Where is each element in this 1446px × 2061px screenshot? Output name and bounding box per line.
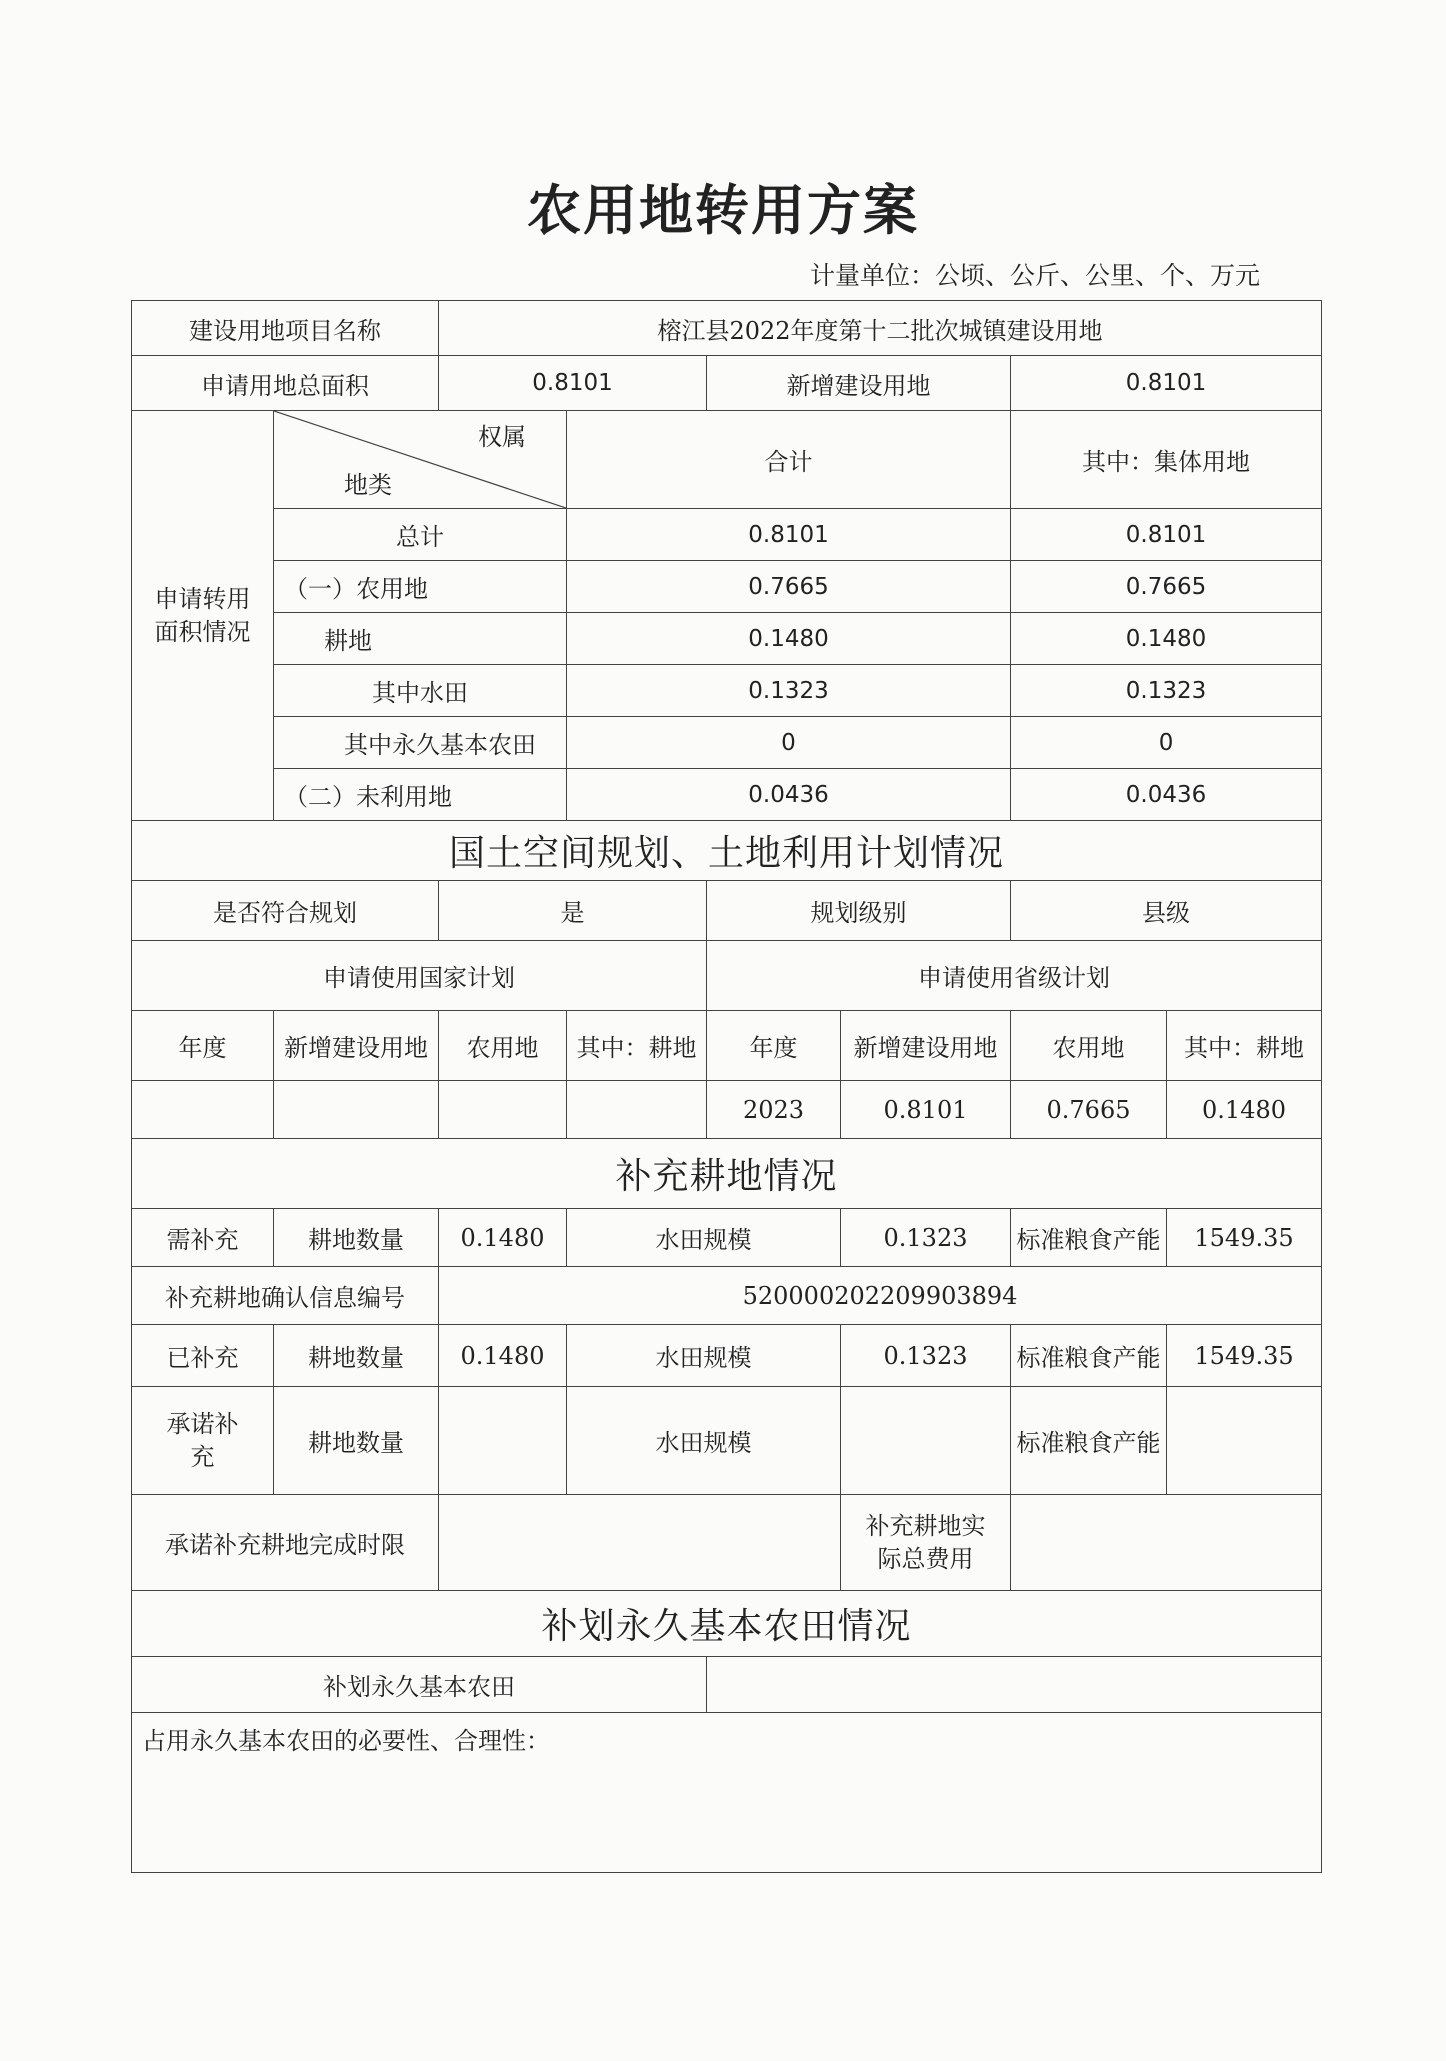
table-row — [132, 717, 1322, 769]
row-label-permanent: 其中永久基本农田 — [274, 717, 567, 769]
level-label: 规划级别 — [707, 881, 1011, 941]
provincial-plan-label: 申请使用省级计划 — [707, 941, 1322, 1011]
header-farmland: 农用地 — [1011, 1011, 1167, 1081]
row-total-value: 0.8101 — [567, 509, 1011, 561]
row-collective-value: 0.0436 — [1011, 769, 1322, 821]
provincial-new: 0.8101 — [841, 1081, 1011, 1139]
header-new-construction: 新增建设用地 — [274, 1011, 439, 1081]
diagonal-header-cell — [274, 411, 567, 509]
provincial-farm: 0.7665 — [1011, 1081, 1167, 1139]
total-area-value: 0.8101 — [439, 356, 707, 411]
table-row — [132, 1081, 1322, 1139]
row-label-cultivated: 耕地 — [274, 613, 567, 665]
paddy-label: 水田规模 — [567, 1325, 841, 1387]
header-year: 年度 — [707, 1011, 841, 1081]
total-column-header: 合计 — [567, 411, 1011, 509]
new-construction-label: 新增建设用地 — [707, 356, 1011, 411]
necessity-note: 占用永久基本农田的必要性、合理性： — [132, 1713, 1322, 1873]
row-total-value: 0.1480 — [567, 613, 1011, 665]
row-collective-value: 0.1480 — [1011, 613, 1322, 665]
confirm-label: 补充耕地确认信息编号 — [132, 1267, 439, 1325]
supplement-section-title: 补充耕地情况 — [132, 1139, 1322, 1209]
row-label-total: 总计 — [274, 509, 567, 561]
header-farmland: 农用地 — [439, 1011, 567, 1081]
conform-value: 是 — [439, 881, 707, 941]
cost-value — [1011, 1495, 1322, 1591]
landtype-header: 地类 — [344, 471, 392, 499]
row-total-value: 0.0436 — [567, 769, 1011, 821]
table-row — [132, 665, 1322, 717]
provincial-cultivated: 0.1480 — [1167, 1081, 1322, 1139]
land-conversion-table — [131, 300, 1322, 1873]
national-farm — [439, 1081, 567, 1139]
header-new-construction: 新增建设用地 — [841, 1011, 1011, 1081]
done-qty: 0.1480 — [439, 1325, 567, 1387]
unit-note: 计量单位：公顷、公斤、公里、个、万元 — [809, 261, 1260, 290]
header-cultivated: 其中：耕地 — [567, 1011, 707, 1081]
national-new — [274, 1081, 439, 1139]
provincial-year: 2023 — [707, 1081, 841, 1139]
done-grain: 1549.35 — [1167, 1325, 1322, 1387]
header-cultivated: 其中：耕地 — [1167, 1011, 1322, 1081]
deadline-value — [439, 1495, 841, 1591]
project-name-label: 建设用地项目名称 — [132, 301, 439, 356]
row-total-value: 0.1323 — [567, 665, 1011, 717]
qty-label: 耕地数量 — [274, 1325, 439, 1387]
table-row — [132, 1387, 1322, 1495]
national-plan-label: 申请使用国家计划 — [132, 941, 707, 1011]
ownership-header: 权属 — [478, 423, 526, 451]
grain-label: 标准粮食产能 — [1011, 1209, 1167, 1267]
grain-label: 标准粮食产能 — [1011, 1387, 1167, 1495]
paddy-label: 水田规模 — [567, 1209, 841, 1267]
grain-label: 标准粮食产能 — [1011, 1325, 1167, 1387]
promise-label: 承诺补充 — [132, 1387, 274, 1495]
done-paddy: 0.1323 — [841, 1325, 1011, 1387]
farmland-value — [707, 1657, 1322, 1713]
need-grain: 1549.35 — [1167, 1209, 1322, 1267]
page-title: 农用地转用方案 — [527, 179, 919, 242]
table-row — [132, 613, 1322, 665]
conversion-side-label: 申请转用面积情况 — [132, 411, 274, 821]
new-construction-value: 0.8101 — [1011, 356, 1322, 411]
table-row — [132, 509, 1322, 561]
deadline-label: 承诺补充耕地完成时限 — [132, 1495, 439, 1591]
project-name-value: 榕江县2022年度第十二批次城镇建设用地 — [439, 301, 1322, 356]
total-area-label: 申请用地总面积 — [132, 356, 439, 411]
farmland-section-title: 补划永久基本农田情况 — [132, 1591, 1322, 1657]
promise-paddy — [841, 1387, 1011, 1495]
row-collective-value: 0.1323 — [1011, 665, 1322, 717]
row-collective-value: 0 — [1011, 717, 1322, 769]
national-cultivated — [567, 1081, 707, 1139]
farmland-label: 补划永久基本农田 — [132, 1657, 707, 1713]
qty-label: 耕地数量 — [274, 1387, 439, 1495]
row-label-paddy: 其中水田 — [274, 665, 567, 717]
table-row — [132, 561, 1322, 613]
table-row — [132, 1209, 1322, 1267]
row-total-value: 0.7665 — [567, 561, 1011, 613]
row-collective-value: 0.7665 — [1011, 561, 1322, 613]
confirm-value: 520000202209903894 — [439, 1267, 1322, 1325]
need-label: 需补充 — [132, 1209, 274, 1267]
planning-section-title: 国土空间规划、土地利用计划情况 — [132, 821, 1322, 881]
promise-grain — [1167, 1387, 1322, 1495]
table-row — [132, 1325, 1322, 1387]
conform-label: 是否符合规划 — [132, 881, 439, 941]
need-paddy: 0.1323 — [841, 1209, 1011, 1267]
row-label-unused: （二）未利用地 — [274, 769, 567, 821]
header-year: 年度 — [132, 1011, 274, 1081]
collective-column-header: 其中：集体用地 — [1011, 411, 1322, 509]
level-value: 县级 — [1011, 881, 1322, 941]
qty-label: 耕地数量 — [274, 1209, 439, 1267]
promise-qty — [439, 1387, 567, 1495]
cost-label: 补充耕地实际总费用 — [841, 1495, 1011, 1591]
national-year — [132, 1081, 274, 1139]
row-collective-value: 0.8101 — [1011, 509, 1322, 561]
done-label: 已补充 — [132, 1325, 274, 1387]
table-row — [132, 769, 1322, 821]
row-label-farmland: （一）农用地 — [274, 561, 567, 613]
paddy-label: 水田规模 — [567, 1387, 841, 1495]
need-qty: 0.1480 — [439, 1209, 567, 1267]
row-total-value: 0 — [567, 717, 1011, 769]
